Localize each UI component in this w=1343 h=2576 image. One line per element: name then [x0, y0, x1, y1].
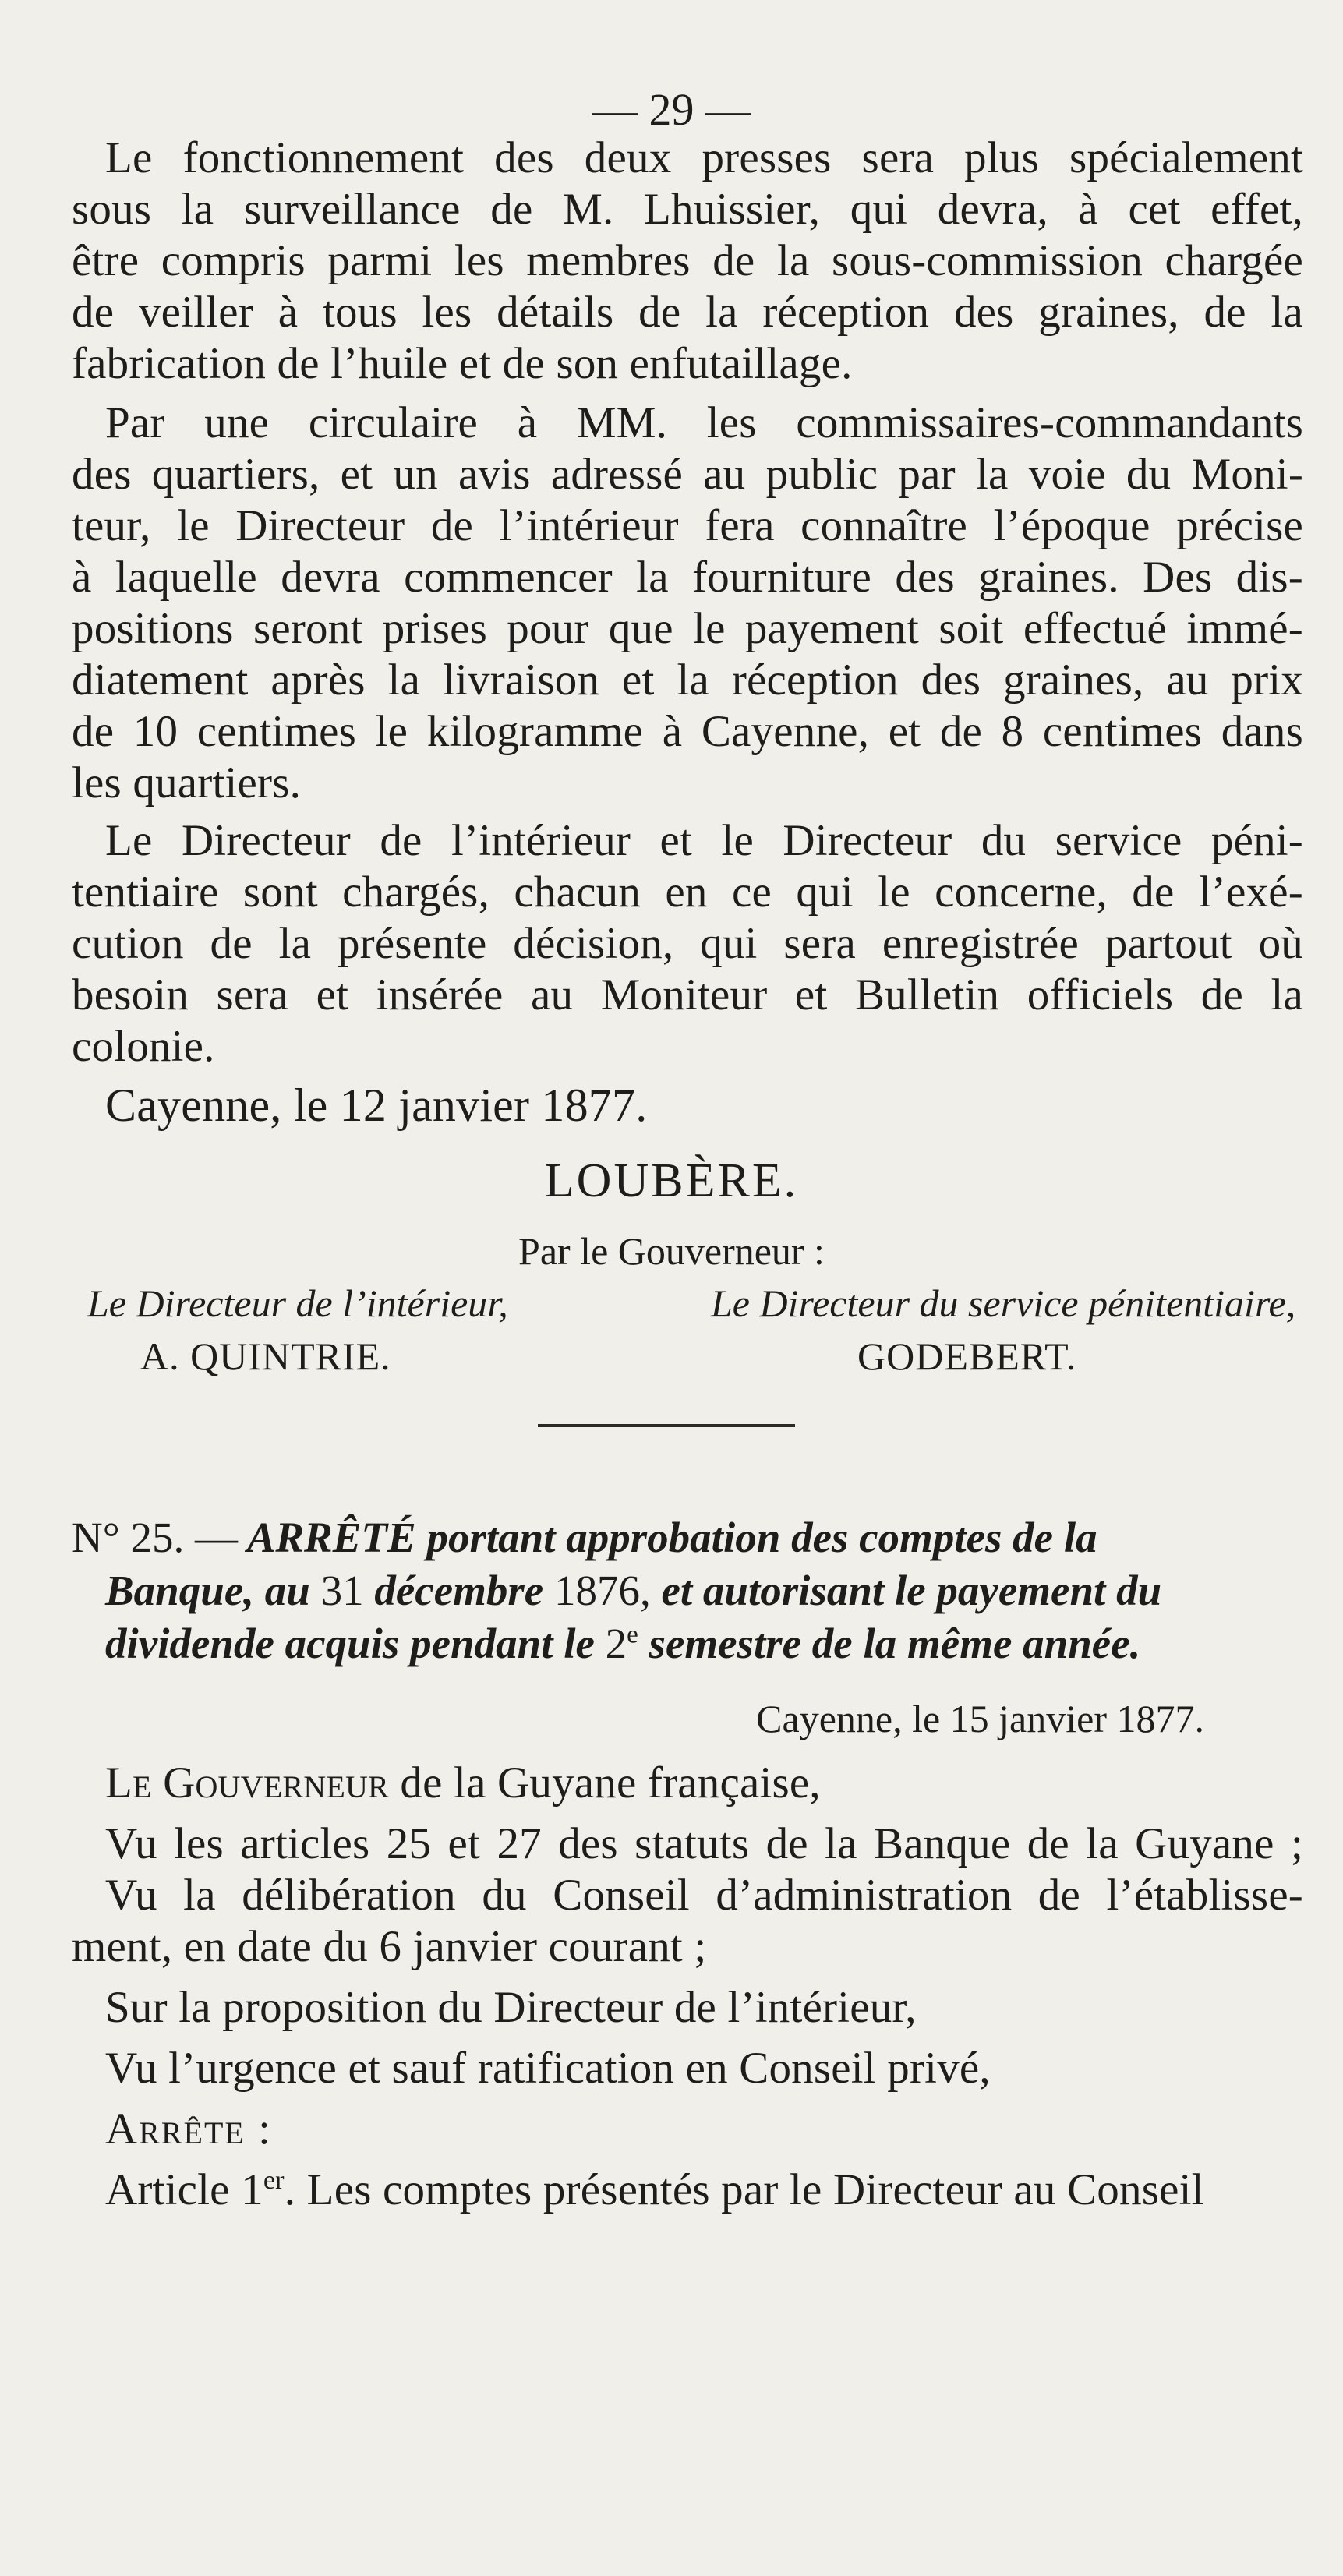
right-official-name: GODEBERT.: [857, 1334, 1077, 1378]
paragraph-1-line-5: fabrication de l’huile et de son enfutaillage.: [72, 339, 853, 388]
arrete-date: Cayenne, le 15 janvier 1877.: [756, 1697, 1204, 1740]
vu-articles-line: Vu les articles 25 et 27 des statuts de la Banque de la Guyane ;: [105, 1819, 1303, 1868]
article-label: Article 1: [105, 2165, 263, 2214]
signature-name: LOUBÈRE.: [544, 1154, 799, 1207]
vu-deliberation-line-2: ment, en date du 6 janvier courant ;: [72, 1922, 707, 1971]
left-official-name: A. QUINTRIE.: [140, 1334, 391, 1378]
sur-proposition-line: Sur la proposition du Directeur de l’intérieur,: [105, 1983, 917, 2032]
paragraph-3-line-4: besoin sera et insérée au Moniteur et Bulletin officiels de la: [72, 970, 1303, 1019]
paragraph-3-line-2: tentiaire sont chargés, chacun en ce qui le concerne, de l’exé-: [72, 868, 1303, 917]
paragraph-1-line-1: Le fonctionnement des deux presses sera plus spécialement: [105, 133, 1303, 182]
gouverneur-smallcaps: Le Gouverneur: [105, 1758, 389, 1807]
left-official-title: Le Directeur de l’intérieur,: [87, 1281, 508, 1325]
arrete-heading-word: ARRÊTÉ: [246, 1514, 416, 1561]
gouverneur-line: [105, 1758, 1303, 1809]
arrete-heading-line-3-a: dividende acquis pendant le: [105, 1620, 595, 1667]
arrete-heading-line-3-num: [606, 1620, 638, 1667]
vu-urgence-line: Vu l’urgence et sauf ratification en Conseil privé,: [105, 2044, 991, 2093]
paragraph-2-line-2: des quartiers, et un avis adressé au public par la voie du Moni-: [72, 450, 1303, 499]
right-official-title: Le Directeur du service pénitentiaire,: [711, 1281, 1296, 1325]
arrete-heading-line-2-a: Banque, au: [105, 1567, 310, 1614]
paragraph-3-line-3: cution de la présente décision, qui sera enregistrée partout où: [72, 919, 1303, 968]
arrete-heading-line-2-b: décembre: [374, 1567, 544, 1614]
paragraph-2-line-7: de 10 centimes le kilogramme à Cayenne, et de 8 centimes dans: [72, 707, 1303, 756]
dateline: Cayenne, le 12 janvier 1877.: [105, 1080, 648, 1131]
arrete-number: N° 25.: [72, 1514, 185, 1561]
paragraph-1-line-2: sous la surveillance de M. Lhuissier, qui devra, à cet effet,: [72, 185, 1303, 234]
paragraph-1-line-3: être compris parmi les membres de la sous-commission chargée: [72, 236, 1303, 285]
paragraph-2-line-4: à laquelle devra commencer la fourniture des graines. Des dis-: [72, 553, 1303, 602]
arrete-label: Arrête :: [105, 2104, 272, 2154]
arrete-heading-line-2-date: 31: [320, 1567, 364, 1614]
article-superscript: er: [263, 2166, 285, 2195]
arrete-heading-rest: portant approbation des comptes de la: [426, 1514, 1097, 1561]
paragraph-2-line-5: positions seront prises pour que le payement soit effectué immé-: [72, 604, 1303, 653]
article-text: . Les comptes présentés par le Directeur au Conseil: [284, 2165, 1204, 2214]
section-divider: [538, 1424, 795, 1427]
article-1-line: [105, 2164, 1303, 2216]
arrete-heading-line-3: [105, 1618, 1303, 1670]
semester-number: 2: [605, 1620, 627, 1667]
semester-superscript: e: [627, 1620, 638, 1649]
vu-deliberation-line-1: Vu la délibération du Conseil d’administration de l’établisse-: [105, 1871, 1303, 1920]
paragraph-2-line-8: les quartiers.: [72, 758, 302, 807]
arrete-heading-line-2-year: 1876,: [553, 1567, 651, 1614]
page-number: — 29 —: [592, 84, 751, 135]
arrete-heading-line-2-c: et autorisant le payement du: [661, 1567, 1162, 1614]
par-le-gouverneur: Par le Gouverneur :: [518, 1229, 825, 1273]
paragraph-2-line-1: Par une circulaire à MM. les commissaires-commandants: [105, 398, 1303, 447]
paragraph-2-line-6: diatement après la livraison et la réception des graines, au prix: [72, 655, 1303, 705]
paragraph-3-line-5: colonie.: [72, 1022, 215, 1071]
arrete-heading-line-1: [72, 1512, 1303, 1564]
paragraph-2-line-3: teur, le Directeur de l’intérieur fera connaître l’époque précise: [72, 501, 1303, 550]
paragraph-1-line-4: de veiller à tous les détails de la réception des graines, de la: [72, 288, 1303, 337]
arrete-heading-line-2: [105, 1565, 1303, 1617]
gouverneur-rest: de la Guyane française,: [400, 1758, 821, 1807]
arrete-heading-line-3-b: semestre de la même année.: [649, 1620, 1141, 1667]
paragraph-3-line-1: Le Directeur de l’intérieur et le Directeur du service péni-: [105, 816, 1303, 865]
arrete-dash: —: [194, 1514, 238, 1561]
